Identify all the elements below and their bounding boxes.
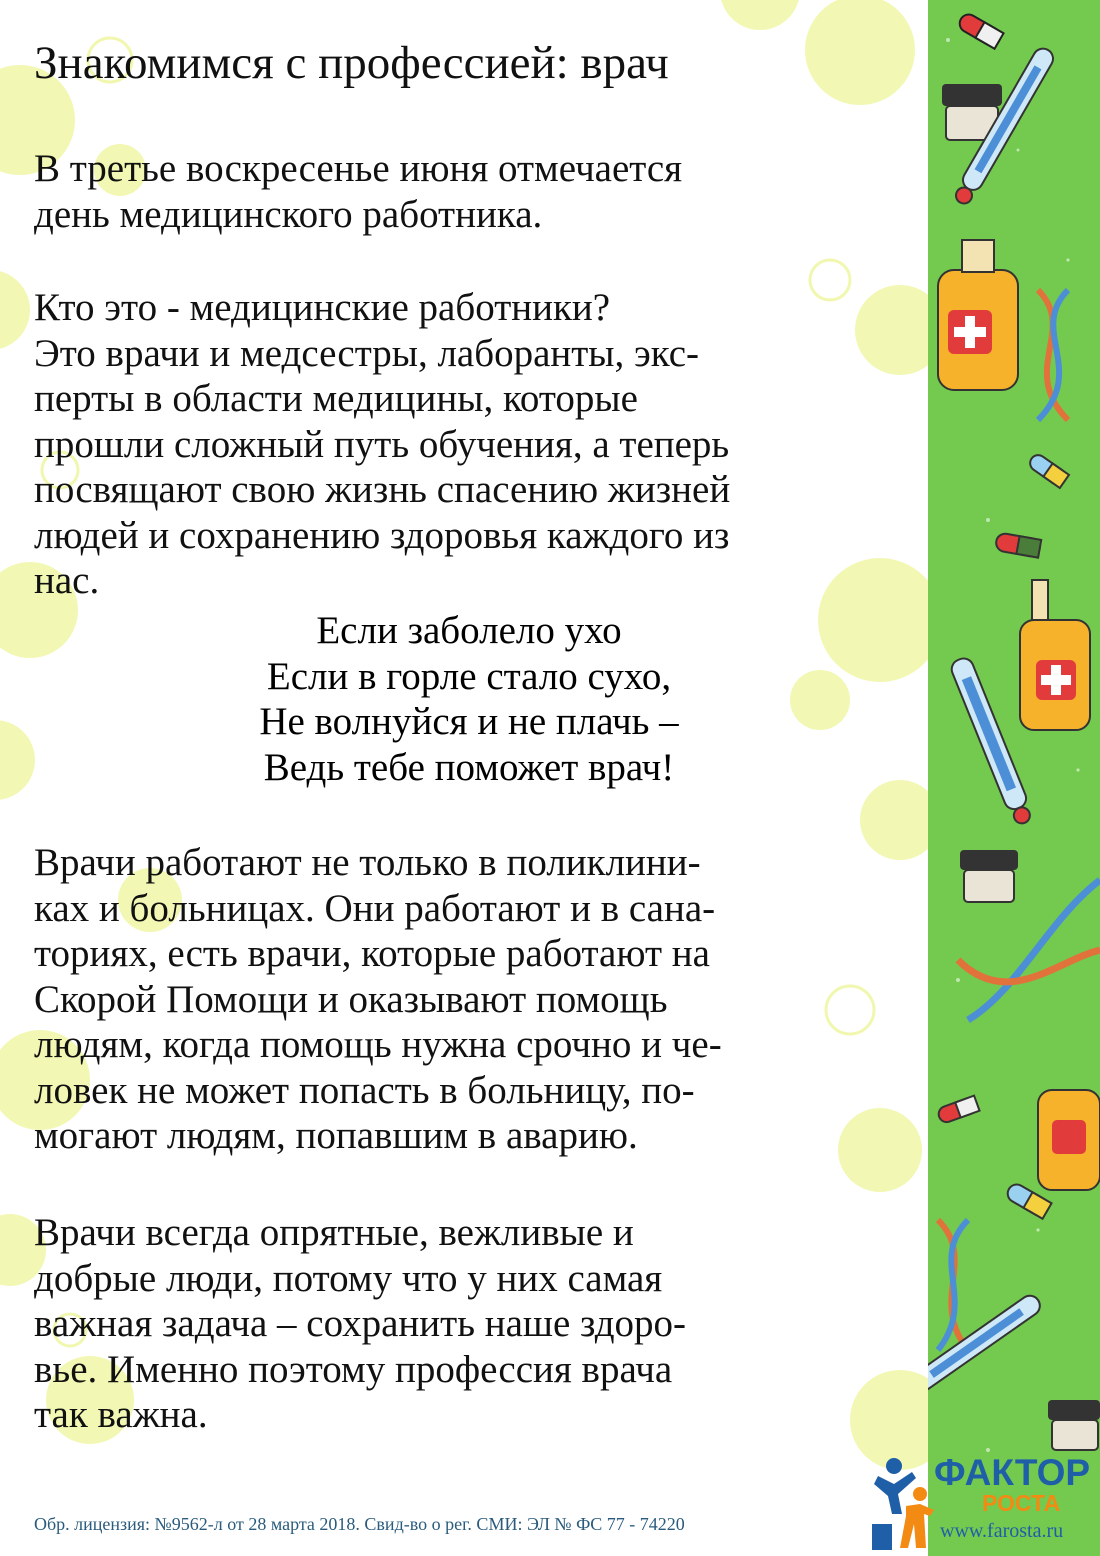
text-line: людям, когда помощь нужна срочно и че- — [34, 1023, 722, 1066]
paragraph-qualities — [34, 1210, 686, 1438]
dna-icon — [938, 1220, 968, 1350]
text-line: В третье воскресенье июня отмечается — [34, 147, 683, 190]
text-line: добрые люди, потому что у них самая — [34, 1256, 663, 1300]
logo-subword: РОСТА — [982, 1490, 1061, 1516]
text-line: могают людям, попавшим в аварию. — [34, 1114, 638, 1157]
capsule-icon — [995, 532, 1041, 557]
text-line: день медицинского работника. — [34, 192, 543, 236]
text-line: перты в области медицины, которые — [34, 377, 638, 420]
poem — [34, 608, 904, 790]
jar-icon — [1048, 1400, 1100, 1450]
text-line: прошли сложный путь обучения, а теперь — [34, 422, 730, 466]
logo-url-link[interactable]: www.farosta.ru — [940, 1520, 1064, 1542]
text-line: нас. — [34, 559, 100, 602]
dna-icon — [1038, 290, 1068, 420]
medicine-bottle-icon — [938, 240, 1018, 390]
text-line: ках и больницах. Они работают и в сана- — [34, 886, 716, 930]
logo-figures-icon — [872, 1454, 942, 1550]
text-line: важная задача – сохранить наше здоро- — [34, 1302, 687, 1345]
dropper-bottle-icon — [1020, 580, 1090, 730]
paragraph-intro — [34, 146, 682, 237]
pill-icon — [936, 1096, 979, 1125]
poem-line: Не волнуйся и не плачь – — [259, 700, 679, 743]
text-line: людей и сохранению здоровья каждого из — [34, 513, 730, 557]
medical-sidebar — [928, 0, 1100, 1556]
text-line: посвящают свою жизнь спасению жизней — [34, 468, 731, 511]
text-line: Это врачи и медсестры, лаборанты, экс- — [34, 331, 700, 375]
paragraph-work — [34, 840, 722, 1159]
poem-line: Если в горле стало сухо, — [266, 654, 672, 698]
text-line: Скорой Помощи и оказывают помощь — [34, 977, 668, 1021]
license-footer: Обр. лицензия: №9562-л от 28 марта 2018. Свид-во о рег. СМИ: ЭЛ № ФС 77 - 74220 — [34, 1514, 685, 1534]
text-line: вье. Именно поэтому профессия врача — [34, 1347, 673, 1391]
text-line: ториях, есть врачи, которые работают на — [34, 932, 710, 975]
medical-icons-pattern — [928, 0, 1100, 1556]
pill-icon — [956, 11, 1003, 49]
text-line: так важна. — [34, 1393, 208, 1436]
poem-line: Если заболело ухо — [316, 609, 622, 652]
jar-icon — [960, 850, 1018, 902]
text-line: Врачи всегда опрятные, вежливые и — [34, 1211, 634, 1254]
text-line: Врачи работают не только в поликлини- — [34, 841, 701, 884]
logo-word: ФАКТОР — [934, 1452, 1091, 1493]
capsule-icon — [1027, 452, 1069, 488]
medicine-bottle-icon — [1038, 1090, 1100, 1190]
text-line: ловек не может попасть в больницу, по- — [34, 1068, 695, 1112]
page-title: Знакомимся с профессией: врач — [34, 37, 669, 89]
faktor-rosta-logo[interactable] — [872, 1452, 1094, 1552]
paragraph-who — [34, 285, 730, 604]
text-line: Кто это - медицинские работники? — [34, 286, 611, 329]
poem-line: Ведь тебе поможет врач! — [263, 745, 675, 789]
